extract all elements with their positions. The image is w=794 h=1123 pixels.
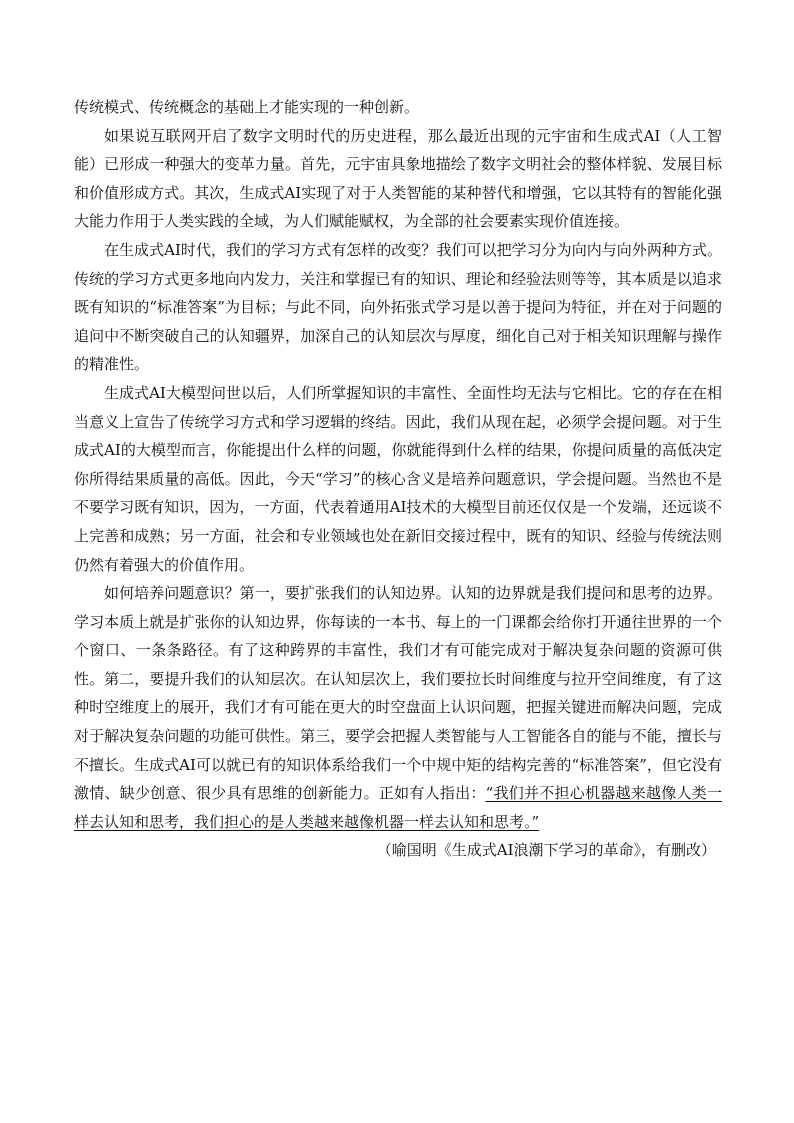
paragraph-learning-methods: 在生成式AI时代，我们的学习方式有怎样的改变？我们可以把学习分为向内与向外两种方式。传统的学习方式更多地向内发力，关注和掌握已有的知识、理论和经验法则等等，其本质是以追求既有知识的“标准答案”为目标；与此不同，向外拓张式学习是以善于提问为特征，并在对于问题的追问中不断突破自己的认知疆界，加深自己的认知层次与厚度，细化自己对于相关知识理解与操作的精准性。 xyxy=(74,240,722,374)
paragraph-problem-awareness-text: 如何培养问题意识？第一，要扩张我们的认知边界。认知的边界就是我们提问和思考的边界。学习本质上就是扩张你的认知边界，你每读的一本书、每上的一门课都会给你打开通往世界的一个个窗口、一条条路径。有了这种跨界的丰富性，我们才有可能完成对于解决复杂问题的资源可供性。第二，要提升我们的认知层次。在认知层次上，我们要拉长时间维度与拉开空间维度，有了这种时空维度上的展开，我们才有可能在更大的时空盘面上认识问题，把握关键进而解决问题，完成对于解决复杂问题的功能可供性。第三，要学会把握人类智能与人工智能各自的能与不能，擅长与不擅长。生成式AI可以就已有的知识体系给我们一个中规中矩的结构完善的“标准答案”，但它没有激情、缺少创意、很少具有思维的创新能力。正如有人指出： xyxy=(74,584,722,803)
source-citation: （喻国明《生成式AI浪潮下学习的革命》，有删改） xyxy=(376,841,716,860)
paragraph-ai-transformation: 如果说互联网开启了数字文明时代的历史进程，那么最近出现的元宇宙和生成式AI（人工智能）已形成一种强大的变革力量。首先，元宇宙具象地描绘了数字文明社会的整体样貌、发展目标和价值形成方式。其次，生成式AI实现了对于人类智能的某种替代和增强，它以其特有的智能化强大能力作用于人类实践的全域，为人们赋能赋权，为全部的社会要素实现价值连接。 xyxy=(74,126,722,231)
document-page xyxy=(74,93,722,865)
paragraph-continued: 传统模式、传统概念的基础上才能实现的一种创新。 xyxy=(74,98,420,116)
underlined-quote: “我们并不担心机器越来越像人类一样去认知和思考，我们担心的是人类越来越像机器一样去认知和思考。” xyxy=(74,784,722,831)
paragraph-problem-awareness xyxy=(74,579,722,836)
paragraph-asking-questions: 生成式AI大模型问世以后，人们所掌握知识的丰富性、全面性均无法与它相比。它的存在在相当意义上宣告了传统学习方式和学习逻辑的终结。因此，我们从现在起，必须学会提问题。对于生成式AI的大模型而言，你能提出什么样的问题，你就能得到什么样的结果，你提问质量的高低决定你所得结果质量的高低。因此，今天“学习”的核心含义是培养问题意识，学会提问题。当然也不是不要学习既有知识，因为，一方面，代表着通用AI技术的大模型目前还仅仅是一个发端，还远谈不上完善和成熟；另一方面，社会和专业领域也处在新旧交接过程中，既有的知识、经验与传统法则仍然有着强大的价值作用。 xyxy=(74,383,722,574)
